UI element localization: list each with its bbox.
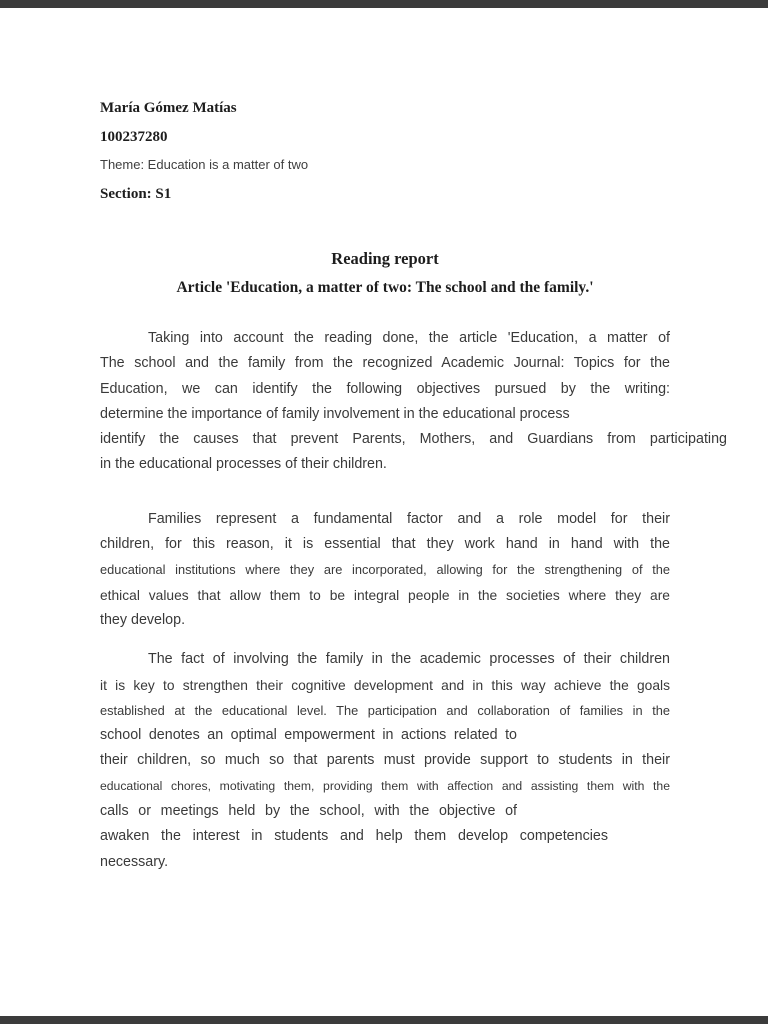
paragraph [100, 647, 768, 875]
text-line: The school and the family from the recognized Academic Journal: Topics for the [100, 355, 670, 372]
text-line: in the educational processes of their children. [100, 456, 387, 473]
text-line: The fact of involving the family in the academic processes of their children [148, 651, 670, 668]
text-line: calls or meetings held by the school, with the objective of [100, 803, 517, 820]
document-header [100, 94, 768, 208]
text-line: they develop. [100, 611, 186, 628]
text-line: awaken the interest in students and help them develop competencies [100, 828, 608, 845]
text-line: determine the importance of family involvement in the educational process [100, 405, 570, 422]
text-line: necessary. [100, 853, 169, 870]
text-line: educational chores, motivating them, providing them with affection and assisting them with the [100, 778, 670, 793]
text-line: it is key to strengthen their cognitive development and in this way achieve the goals [100, 677, 670, 693]
report-title: Reading report [331, 249, 439, 268]
text-line: educational institutions where they are incorporated, allowing for the strengthening of the [100, 562, 670, 578]
essay-body [100, 326, 768, 875]
student-id: 100237280 [100, 128, 168, 145]
text-line: Families represent a fundamental factor and a role model for their [148, 510, 670, 527]
author-name: María Gómez Matías [100, 100, 237, 116]
text-line: established at the educational level. The participation and collaboration of families in the [100, 702, 670, 718]
text-line: children, for this reason, it is essential that they work hand in hand with the [100, 536, 670, 553]
text-line: identify the causes that prevent Parents, Mothers, and Guardians from participating [100, 431, 727, 448]
theme-line: Theme: Education is a matter of two [100, 157, 309, 172]
text-line: ethical values that allow them to be integral people in the societies where they are [100, 587, 670, 603]
text-line: Education, we can identify the following objectives pursued by the writing: [100, 380, 670, 397]
document-page [0, 8, 768, 1016]
text-line: Taking into account the reading done, the article 'Education, a matter of [148, 330, 670, 346]
section-line: Section: S1 [100, 185, 172, 202]
paragraph [100, 507, 768, 633]
article-title: Article 'Education, a matter of two: The school and the family.' [176, 279, 594, 296]
paragraph [100, 326, 768, 478]
text-line: their children, so much so that parents must provide support to students in their [100, 752, 670, 769]
text-line: school denotes an optimal empowerment in actions related to [100, 727, 517, 744]
